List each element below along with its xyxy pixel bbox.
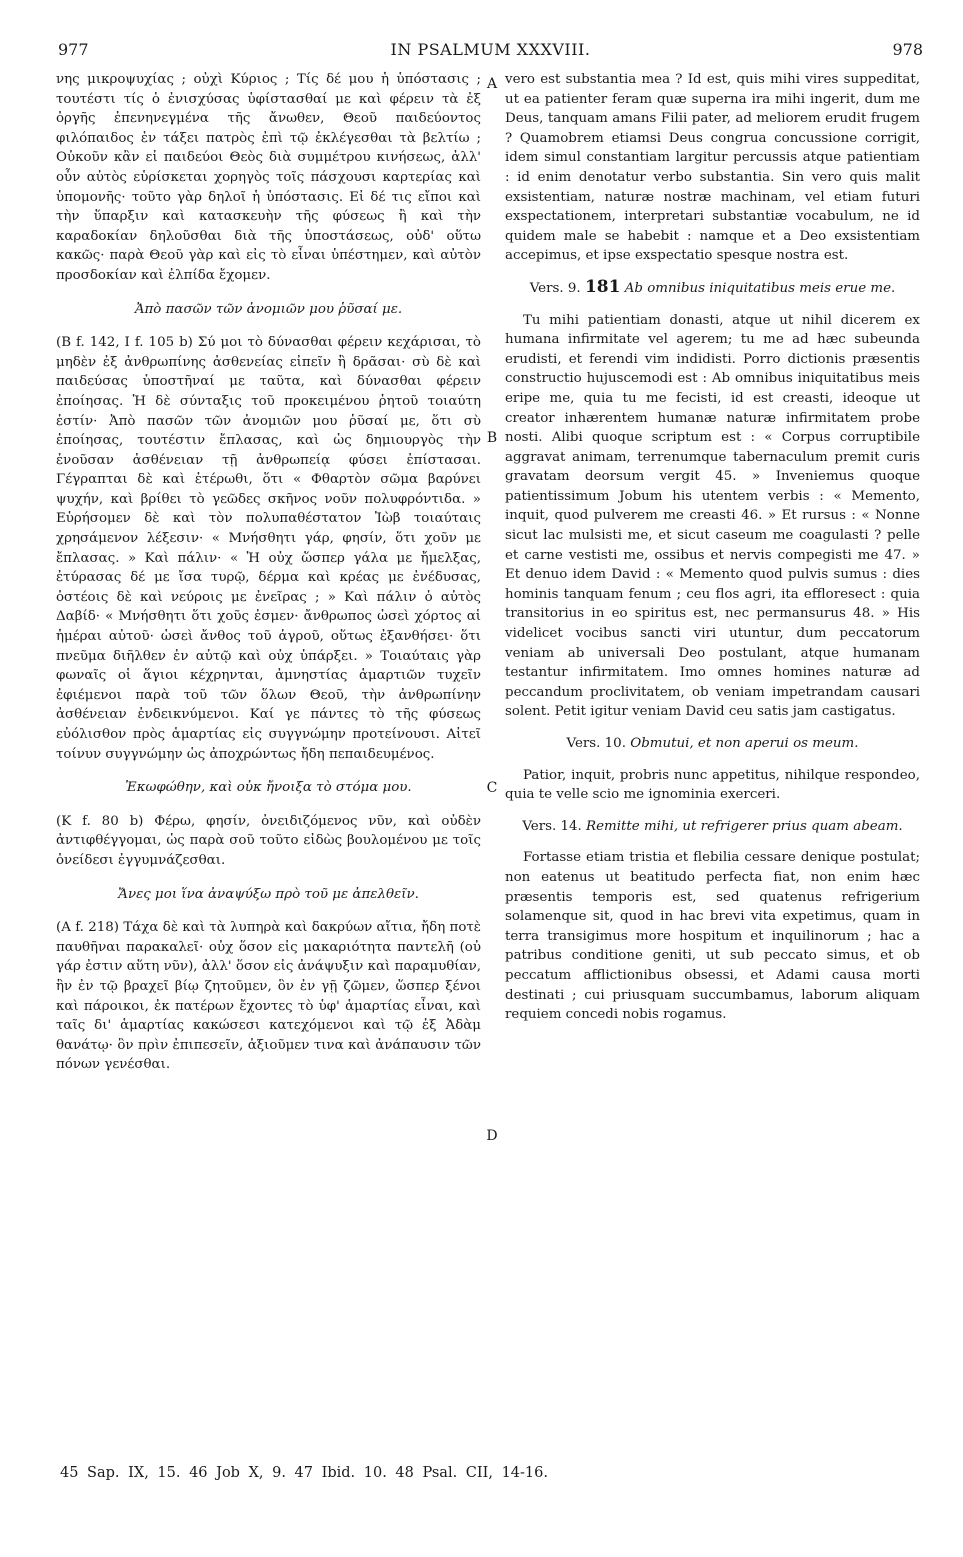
column-number: 181 [584, 276, 621, 297]
margin-letter-d: D [486, 1128, 498, 1144]
greek-verse-heading-3: Ἄνες μοι ἵνα ἀναψύξω πρὸ τοῦ με ἀπελθεῖν. [118, 886, 419, 902]
left-page-number: 977 [58, 40, 89, 59]
greek-verse-heading-1: Ἀπὸ πασῶν τῶν ἀνομιῶν μου ῥῦσαί με. [134, 301, 403, 317]
latin-verse-heading-2 [505, 734, 920, 754]
latin-paragraph-4: Fortasse etiam tristia et flebilia cessare denique postulat; non eatenus ut beatitudo perfecta fiat, non enim hæc præsentis temporis est, sed quatenus refrigerium solamenque sit, quod in hac brevi vita expetimus, quam in terra transigimus more hospitum et inquilinorum ; hac a patribus conditione geniti, ut sub peccato simus, et ob peccatum afflictionibus obsessi, et Adami causa morti destinati ; cui priusquam succumbamus, laborum aliquam requiem concedi nobis rogamus. [505, 850, 920, 1023]
latin-verse-heading-1 [505, 278, 920, 299]
latin-column [505, 70, 920, 1029]
verse-label: Vers. 14. [522, 818, 582, 834]
latin-paragraph-3: Patior, inquit, probris nunc appetitus, nihilque respondeo, quia te velle scio me ignominia exerceri. [505, 767, 920, 803]
margin-letter-a: A [486, 76, 498, 92]
margin-letter-c: C [486, 780, 498, 796]
greek-paragraph-3: (K f. 80 b) Φέρω, φησίν, ὀνειδιζόμενος νῦν, καὶ οὐδὲν ἀντιφθέγγομαι, ὡς παρὰ σοῦ τοῦτο εἰδὼς βουλομένου με τοῖς ὀνείδεσι ἐγγυμνάζεσθαι. [56, 813, 481, 868]
margin-letter-b: B [486, 430, 498, 446]
verse-label: Vers. 10. [566, 736, 626, 751]
verse-label: Vers. 9. [529, 280, 581, 296]
running-title: IN PSALMUM XXXVIII. [390, 40, 591, 59]
latin-paragraph-1: vero est substantia mea ? Id est, quis mihi vires suppeditat, ut ea patienter feram quæ superna ira mihi ingerit, dum me Deus, tanquam amans Filii pater, ad meliorem erudit frugem ? Quamobrem etiamsi Deus congrua concussione corrigit, idem simul constantiam largitur percussis atque patientiam : id enim denotatur verbo substantia. Sin vero quis malit exsistentiam, naturæ nostræ machinam, vel etiam futuri exspectationem, interpretari substantiæ vocabulum, ne id quidem male se habebit : namque et a Deo exsistentiam accepimus, et ipse exspectatio spesque nostra est. [505, 72, 920, 264]
greek-paragraph-2: (B f. 142, I f. 105 b) Σύ μοι τὸ δύνασθαι φέρειν κεχάρισαι, τὸ μηδὲν ἐξ ἀνθρωπίνης ἀσθενείας εἰπεῖν ἢ δρᾶσαι· σὺ δὲ καὶ παιδεύσας ὑποστῆναί με ταῦτα, καὶ δύνασθαι φέρειν ἐποίησας. Ἡ δὲ σύνταξις τοῦ προκειμένου ῥητοῦ τοιαύτη ἐστίν· Ἀπὸ πασῶν τῶν ἀνομιῶν μου ῥῦσαί με, ὅτι σὺ ἐποίησας, τουτέστιν ἔπλασας, καὶ ὡς δημιουργὸς τὴν ἐνοῦσαν ἀσθένειαν τῇ ἀνθρωπείᾳ φύσει ἐπίστασαι. Γέγραπται δὲ καὶ ἑτέρωθι, ὅτι « Φθαρτὸν σῶμα βαρύνει ψυχήν, καὶ βρίθει τὸ γεῶδες σκῆνος νοῦν πολυφρόντιδα. » Εὑρήσομεν δὲ καὶ τὸν πολυπαθέστατον Ἰὼβ τοιαύταις χρησάμενον λέξεσιν· « Μνήσθητι γάρ, φησίν, ὅτι χοῦν με ἔπλασας. » Καὶ πάλιν· « Ἡ οὐχ ὥσπερ γάλα με ἤμελξας, ἐτύρασας δέ με ἴσα τυρῷ, δέρμα καὶ κρέας με ἐνέδυσας, ὀστέοις δὲ καὶ νεύροις με ἐνεῖρας ; » Καὶ πάλιν ὁ αὐτὸς Δαβίδ· « Μνήσθητι ὅτι χοῦς ἐσμεν· ἄνθρωπος ὡσεὶ χόρτος αἱ ἡμέραι αὐτοῦ· ὡσεὶ ἄνθος τοῦ ἀγροῦ, οὕτως ἐξανθήσει· ὅτι πνεῦμα διῆλθεν ἐν αὐτῷ καὶ οὐχ ὑπάρξει. » Τοιαύταις γὰρ φωναῖς οἱ ἅγιοι κέχρηνται, ἀμνηστίας ἁμαρτιῶν τυχεῖν ἐφιέμενοι παρὰ τοῦ τῶν ὅλων Θεοῦ, τὴν ἀνθρωπίνην ἀσθένειαν ἐνδεικνύμενοι. Καί γε πάντες τὸ τῆς φύσεως εὐόλισθον πρὸς ἁμαρτίας εἰς συγγνώμην προτείνουσι. Αἰτεῖ τοίνυν συγγνώμην ὡς ἀποχρώντως ἤδη πεπαιδευμένος. [56, 335, 481, 762]
footnotes: 45 Sap. IX, 15. 46 Job X, 9. 47 Ibid. 10. 48 Psal. CII, 14-16. [60, 1465, 548, 1481]
page-header [58, 40, 923, 64]
verse-text: Remitte mihi, ut refrigerer prius quam abeam. [586, 818, 903, 834]
greek-column [56, 70, 481, 1079]
right-page-number: 978 [892, 40, 923, 59]
greek-paragraph-4: (A f. 218) Τάχα δὲ καὶ τὰ λυπηρὰ καὶ δακρύων αἴτια, ἤδη ποτὲ παυθῆναι παρακαλεῖ· οὐχ ὅσον εἰς μακαριότητα παντελῆ (οὐ γάρ ἐστιν αὕτη νῦν), ἀλλ' ὅσον εἰς ἀνάψυξιν καὶ παραμυθίαν, ἣν ἐν τῷ βραχεῖ βίῳ ζητοῦμεν, ὃν ἐν γῇ ζῶμεν, ὥσπερ ξένοι καὶ πάροικοι, ἐκ πατέρων ἔχοντες τὸ ὑφ' ἁμαρτίας εἶναι, καὶ ταῖς δι' ἁμαρτίας κακώσεσι κατεχόμενοι καὶ τῷ ἐξ Ἀδὰμ θανάτῳ· ὃν πρὶν ἐπιπεσεῖν, ἀξιοῦμεν τινα καὶ ἀνάπαυσιν τῶν πόνων γενέσθαι. [56, 920, 481, 1073]
verse-text: Obmutui, et non aperui os meum. [630, 736, 859, 751]
latin-paragraph-2: Tu mihi patientiam donasti, atque ut nihil dicerem ex humana infirmitate vel agerem; tu me ad hæc subeunda erudisti, et ferendi vim indidisti. Porro dictionis præsentis constructio hujuscemodi est : Ab omnibus iniquitatibus meis eripe me, quia tu me fecisti, id est creasti, ideoque ut creator inhærentem humanæ naturæ infirmitatem probe nosti. Alibi quoque scriptum est : « Corpus corruptibile aggravat animam, terrenumque tabernaculum premit curis gravatam deorsum vergit 45. » Inveniemus quoque patientissimum Jobum his utentem verbis : « Memento, inquit, quod pulverem me creasti 46. » Et rursus : « Nonne sicut lac mulsisti me, et sicut caseum me coagulasti ? pelle et carne vestisti me, ossibus et nervis compegisti me 47. » Et denuo idem David : « Memento quod pulvis sumus : dies hominis tanquam fenum ; ceu flos agri, ita effloresect : quia transitorius in eo spiritus est, nec permansurus 48. » His videlicet vocibus sancti viri utuntur, dum peccatorum veniam ab universali Deo postulant, atque humanam testantur infirmitatem. Imo omnes homines naturæ ad peccandum proclivitatem, ob veniam impetrandam causari solent. Petit igitur veniam David ceu satis jam castigatus. [505, 312, 920, 720]
verse-text: Ab omnibus iniquitatibus meis erue me. [624, 280, 896, 296]
latin-verse-heading-3 [505, 817, 920, 837]
greek-paragraph-1: νης μικροψυχίας ; οὐχὶ Κύριος ; Τίς δέ μου ἡ ὑπόστασις ; τουτέστι τίς ὁ ἐνισχύσας ὑφίστασθαί με καὶ φέρειν τὰ ἐξ ὀργῆς ἐπενηνεγμένα τῆς ἄνωθεν, Θεοῦ παιδεύοντος φιλόπαιδος ἐν τάξει πατρὸς ἐπὶ τῷ ἐκλέγεσθαι τὰ βελτίω ; Οὐκοῦν κἂν εἰ παιδεύοι Θεὸς διὰ συμμέτρου κινήσεως, ἀλλ' οὖν αὐτὸς εὑρίσκεται χορηγὸς τοῖς πάσχουσι καρτερίας καὶ ὑπομονῆς· τοῦτο γὰρ δηλοῖ ἡ ὑπόστασις. Εἰ δέ τις εἴποι καὶ τὴν ὕπαρξιν καὶ κατασκευὴν τῆς φύσεως ἢ καὶ τὴν καραδοκίαν δηλοῦσθαι διὰ τῆς ὑποστάσεως, οὐδ' οὕτω κακῶς· παρὰ Θεοῦ γὰρ καὶ εἰς τὸ εἶναι ὑπέστημεν, καὶ αὐτὸν προσδοκίαν καὶ ἐλπίδα ἔχομεν. [56, 72, 481, 283]
greek-verse-heading-2: Ἐκωφώθην, καὶ οὐκ ἤνοιξα τὸ στόμα μου. [125, 780, 412, 796]
